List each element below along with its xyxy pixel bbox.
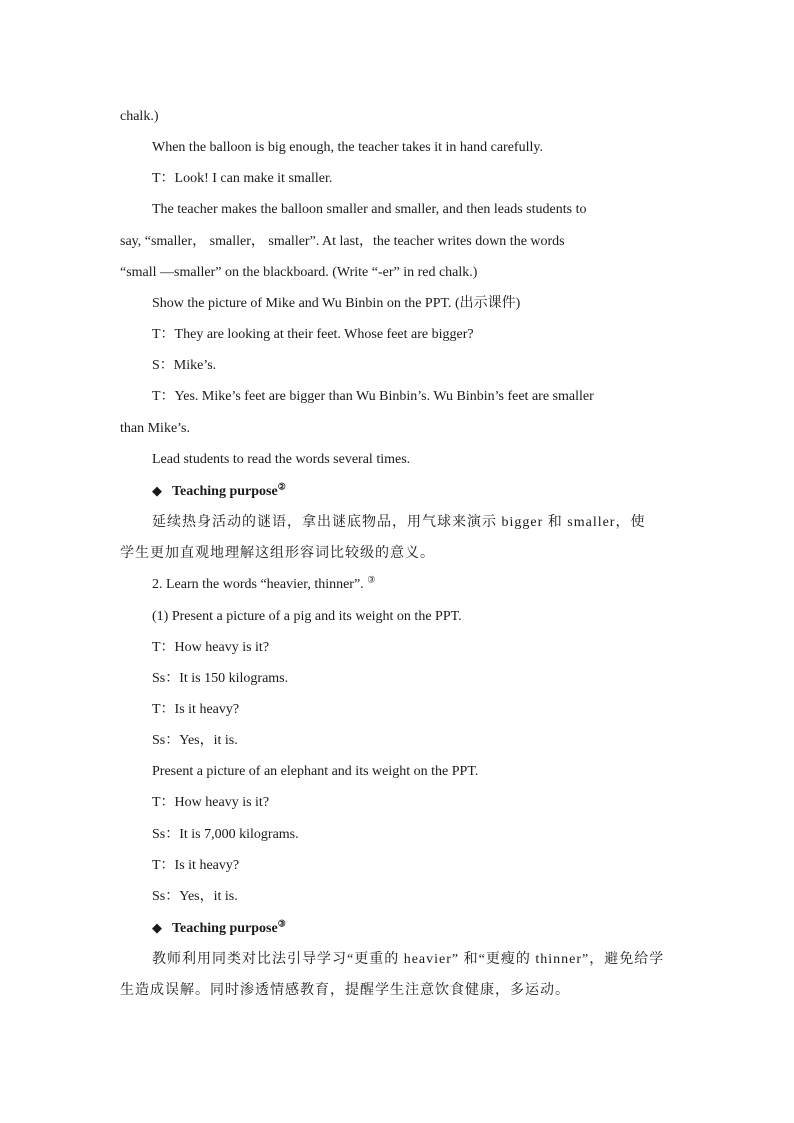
text-line: Lead students to read the words several times. [152,451,411,467]
text-line [120,569,680,600]
dialogue-line: S：Mike’s. [152,358,217,374]
dialogue-line: T：Yes. Mike’s feet are bigger than Wu Binbin’s. Wu Binbin’s feet are smaller [152,389,594,405]
lesson-content [120,101,680,1007]
dialogue-line: T：How heavy is it? [152,795,270,811]
dialogue-line: T：How heavy is it? [152,639,270,655]
dialogue-line: Ss：It is 7,000 kilograms. [152,826,299,842]
text-line: The teacher makes the balloon smaller and smaller, and then leads students to [152,202,587,218]
diamond-bullet-icon: ◆ [152,482,162,498]
footnote-marker: ② [277,481,286,492]
dialogue-line: Ss：It is 150 kilograms. [152,670,289,686]
heading-text: Teaching purpose [172,483,278,499]
dialogue-line: T：Is it heavy? [152,857,240,873]
text-line: (1) Present a picture of a pig and its weight on the PPT. [152,608,462,624]
dialogue-line: T：Is it heavy? [152,701,240,717]
chinese-paragraph-line: 延续热身活动的谜语，拿出谜底物品，用气球来演示 bigger 和 smaller，使 [152,515,646,531]
dialogue-line: Ss：Yes，it is. [152,888,238,904]
dialogue-line: T：They are looking at their feet. Whose feet are bigger? [152,327,474,343]
step-title: 2. Learn the words “heavier, thinner”. [152,577,364,593]
section-heading [120,475,680,507]
text-line: “small —smaller” on the blackboard. (Write “-er” in red chalk.) [120,264,478,280]
diamond-bullet-icon: ◆ [152,920,162,936]
text-line: say, “smaller， smaller， smaller”. At last，the teacher writes down the words [120,233,565,249]
footnote-marker: ③ [367,574,376,585]
text-line: When the balloon is big enough, the teacher takes it in hand carefully. [152,140,543,156]
footnote-marker: ③ [277,918,286,929]
text-line: chalk.) [120,109,159,124]
text-line: Present a picture of an elephant and its weight on the PPT. [152,764,479,780]
text-line: Show the picture of Mike and Wu Binbin on the PPT. (出示课件) [152,295,521,311]
chinese-paragraph-line: 学生更加直观地理解这组形容词比较级的意义。 [120,546,435,562]
heading-text: Teaching purpose [172,921,278,937]
dialogue-line: T：Look! I can make it smaller. [152,171,333,187]
chinese-paragraph-line: 生造成误解。同时渗透情感教育，提醒学生注意饮食健康，多运动。 [120,983,570,999]
dialogue-line: than Mike’s. [120,420,190,436]
chinese-paragraph-line: 教师利用同类对比法引导学习“更重的 heavier” 和“更瘦的 thinner”，避免给学 [152,952,665,968]
dialogue-line: Ss：Yes，it is. [152,733,238,749]
section-heading [120,912,680,944]
